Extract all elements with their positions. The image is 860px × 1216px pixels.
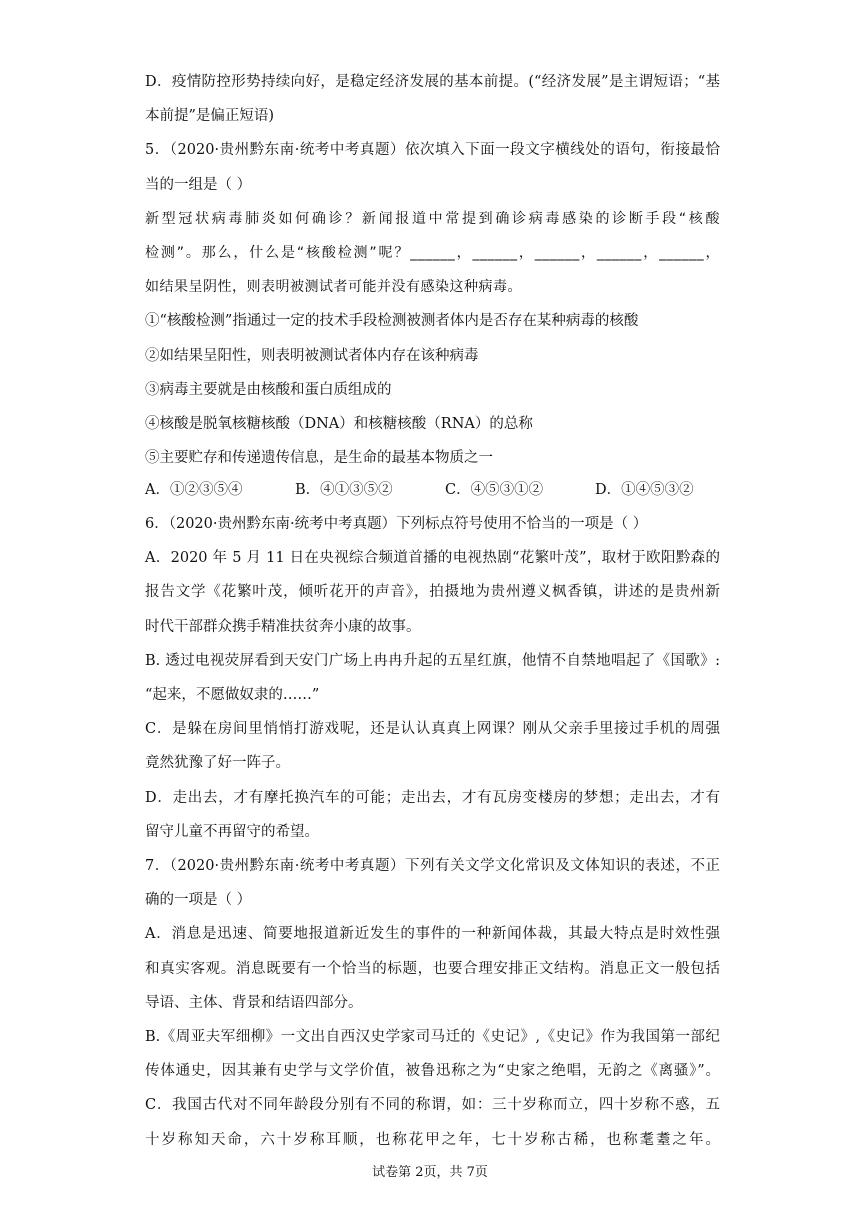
text-line: ①“核酸检测”指通过一定的技术手段检测被测者体内是否存在某种病毒的核酸	[145, 313, 639, 330]
q5-option-c: C．④⑤③①②	[445, 482, 544, 498]
text-line: 竟然犹豫了好一阵子。	[145, 755, 290, 772]
text-line: 本前提”是偏正短语)	[145, 108, 275, 125]
text-line: 如结果呈阴性，则表明被测试者可能并没有感染这种病毒。	[145, 279, 522, 296]
text-line: ②如结果呈阳性，则表明被测试者体内存在该种病毒	[145, 347, 479, 364]
text-line: D．走出去，才有摩托换汽车的可能；走出去，才有瓦房变楼房的梦想；走出去，才有	[145, 789, 720, 806]
q5-option-d: D．①④⑤③②	[595, 482, 694, 498]
text-line: 当的一组是（ ）	[145, 176, 252, 193]
text-line: B.《周亚夫军细柳》一文出自西汉史学家司马迁的《史记》,《史记》作为我国第一部纪	[145, 1029, 720, 1045]
text-line: 传体通史，因其兼有史学与文学价值，被鲁迅称之为“史家之绝唱，无韵之《离骚》”。	[145, 1063, 720, 1080]
text-line: 导语、主体、背景和结语四部分。	[145, 994, 363, 1011]
text-line: 时代干部群众携手精准扶贫奔小康的故事。	[145, 618, 421, 635]
text-line: A．2020 年 5 月 11 日在央视综合频道首播的电视热剧“花繁叶茂”，取材于欧阳黔森的	[145, 550, 720, 567]
text-line: 5．（2020·贵州黔东南·统考中考真题）依次填入下面一段文字横线处的语句，衔接最恰	[145, 142, 720, 159]
page-footer: 试卷第 2页，共 7页	[372, 1165, 488, 1180]
text-line: C．是躲在房间里悄悄打游戏呢，还是认认真真上网课？刚从父亲手里接过手机的周强	[145, 721, 720, 738]
text-line: C．我国古代对不同年龄段分别有不同的称谓，如：三十岁称而立，四十岁称不惑，五	[145, 1097, 720, 1114]
text-line: “起来，不愿做奴隶的……”	[145, 687, 320, 703]
text-line: 新型冠状病毒肺炎如何确诊？新闻报道中常提到确诊病毒感染的诊断手段“核酸	[145, 210, 720, 227]
text-line: 留守儿童不再留守的希望。	[145, 823, 319, 840]
text-line: 检测”。那么，什么是“核酸检测”呢？______，______，______，______，______，	[145, 245, 720, 261]
q5-option-a: A．①②③⑤④	[145, 482, 243, 498]
text-line: ③病毒主要就是由核酸和蛋白质组成的	[145, 381, 392, 398]
text-line: ⑤主要贮存和传递遗传信息，是生命的最基本物质之一	[145, 450, 493, 467]
text-line: 确的一项是（ ）	[145, 892, 252, 909]
text-line: 6．（2020·贵州黔东南·统考中考真题）下列标点符号使用不恰当的一项是（ ）	[145, 516, 648, 532]
text-line: A．消息是迅速、简要地报道新近发生的事件的一种新闻体裁，其最大特点是时效性强	[145, 926, 720, 943]
text-line: ④核酸是脱氧核糖核酸（DNA）和核糖核酸（RNA）的总称	[145, 416, 533, 432]
text-line: 报告文学《花繁叶茂，倾听花开的声音》，拍摄地为贵州遵义枫香镇，讲述的是贵州新	[145, 584, 720, 601]
q5-option-b: B．④①③⑤②	[295, 482, 393, 498]
q5-options	[145, 480, 720, 500]
text-line: 和真实客观。消息既要有一个恰当的标题，也要合理安排正文结构。消息正文一般包括	[145, 960, 720, 977]
text-line: B. 透过电视荧屏看到天安门广场上冉冉升起的五星红旗，他情不自禁地唱起了《国歌》:	[145, 652, 720, 669]
text-line: 十岁称知天命，六十岁称耳顺，也称花甲之年，七十岁称古稀，也称耄耋之年。	[145, 1131, 720, 1148]
text-line: 7．（2020·贵州黔东南·统考中考真题）下列有关文学文化常识及文体知识的表述，不正	[145, 858, 720, 874]
text-line: D．疫情防控形势持续向好，是稳定经济发展的基本前提。(“经济发展”是主谓短语；“基	[145, 74, 720, 90]
